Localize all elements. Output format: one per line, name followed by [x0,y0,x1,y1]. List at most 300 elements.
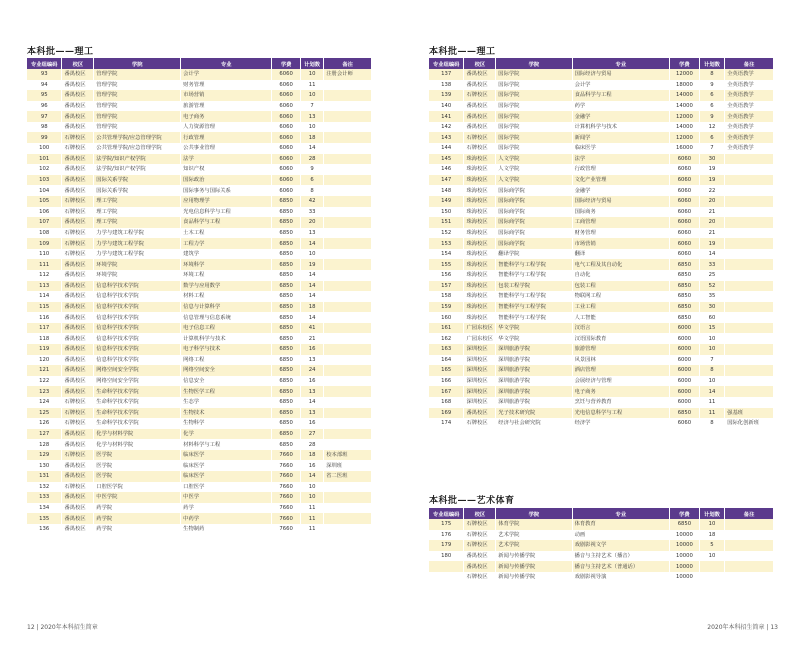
table-cell: 校本部班 [324,450,372,461]
table-cell: 会展经济与管理 [572,376,670,387]
table-cell: 6850 [272,323,301,334]
table-cell: 全英语教学 [725,132,774,143]
table-cell: 168 [429,397,464,408]
table-cell: 28 [300,154,323,165]
column-header: 专业 [181,58,272,69]
table-cell [324,101,372,112]
table-cell: 理工学院 [94,196,181,207]
table-cell: 136 [27,524,62,535]
table-cell: 30 [699,154,724,165]
table-cell: 市场营销 [572,238,670,249]
table-cell: 番禺校区 [464,551,496,562]
table-cell: 13 [300,228,323,239]
table-row [27,132,372,143]
table-cell: 国际商学院 [496,238,572,249]
table-cell: 35 [699,291,724,302]
table-cell [725,572,774,583]
table-cell: 11 [300,503,323,514]
table-cell: 6850 [272,333,301,344]
table-cell: 番禺校区 [62,270,94,281]
table-cell [725,291,774,302]
table-cell: 信息科学技术学院 [94,323,181,334]
table-cell: 药学 [572,101,670,112]
table-cell [725,344,774,355]
table-cell: 6060 [670,185,700,196]
table-cell: 10 [699,519,724,530]
table-row [27,312,372,323]
table-cell: 番禺校区 [62,492,94,503]
table-row [27,143,372,154]
table-cell: 6000 [670,344,700,355]
table-cell: 食品科学与工程 [181,217,272,228]
table-cell [725,164,774,175]
table-cell: 6850 [272,429,301,440]
table-cell: 6060 [670,175,700,186]
table-cell: 18 [300,450,323,461]
table-cell: 10000 [670,530,700,541]
column-header: 学院 [496,508,572,519]
table-cell [324,185,372,196]
table-cell: 143 [429,132,464,143]
table-cell: 6060 [272,101,301,112]
table-cell: 104 [27,185,62,196]
table-cell: 22 [699,185,724,196]
table-cell: 9 [699,80,724,91]
table-cell: 理工学院 [94,217,181,228]
table-cell: 19 [699,238,724,249]
table-cell: 体育学院 [496,519,572,530]
table-cell: 番禺校区 [62,333,94,344]
table-cell [725,270,774,281]
left-table-header [27,58,372,69]
table-row [429,386,774,397]
table-cell: 珠海校区 [464,249,496,260]
table-cell: 6060 [670,164,700,175]
table-cell: 6000 [670,355,700,366]
table-cell: 生物医学工程 [181,386,272,397]
table-cell: 临床医学 [181,471,272,482]
table-row [27,492,372,503]
table-cell: 深圳旅游学院 [496,386,572,397]
table-cell: 物联网工程 [572,291,670,302]
table-cell: 14 [300,291,323,302]
left-footer: 12 | 2020年本科招生简章 [27,624,98,631]
table-row [27,524,372,535]
table-cell: 信息科学技术学院 [94,302,181,313]
table-cell [725,196,774,207]
table-cell: 珠海校区 [464,175,496,186]
table-cell: 176 [429,530,464,541]
table-cell: 6850 [272,259,301,270]
art-sports-table [429,508,774,582]
table-cell: 14 [300,397,323,408]
table-cell: 药学 [181,503,272,514]
table-cell: 生命科学技术学院 [94,408,181,419]
table-cell: 番禺校区 [62,503,94,514]
table-cell: 6 [699,132,724,143]
table-cell: 深圳旅游学院 [496,355,572,366]
table-row [429,122,774,133]
table-cell: 珠海校区 [464,196,496,207]
table-cell: 番禺校区 [62,312,94,323]
table-cell: 174 [429,418,464,429]
table-cell: 口腔医学院 [94,482,181,493]
table-cell: 国际商学院 [496,196,572,207]
table-cell: 11 [699,408,724,419]
table-cell: 工业工程 [572,302,670,313]
table-cell: 药学院 [94,513,181,524]
table-row [27,217,372,228]
table-cell: 工程力学 [181,238,272,249]
table-cell [324,154,372,165]
table-cell: 网络空间安全学院 [94,365,181,376]
table-cell: 6850 [272,386,301,397]
table-cell: 网络工程 [181,355,272,366]
table-cell: 6850 [670,281,700,292]
table-cell: 131 [27,471,62,482]
table-cell: 珠海校区 [464,291,496,302]
table-cell: 国际学院 [496,80,572,91]
table-cell: 10000 [670,551,700,562]
table-cell: 6850 [272,302,301,313]
table-row [27,376,372,387]
table-cell: 6060 [272,132,301,143]
table-row [27,69,372,80]
table-row [429,207,774,218]
table-cell [324,217,372,228]
table-cell: 96 [27,101,62,112]
table-cell: 土木工程 [181,228,272,239]
table-cell: 建筑学 [181,249,272,260]
table-cell: 6850 [272,281,301,292]
table-cell: 14000 [670,122,700,133]
table-cell: 金融学 [572,111,670,122]
table-cell: 会计学 [181,69,272,80]
table-cell: 148 [429,185,464,196]
table-cell [324,111,372,122]
table-row [429,196,774,207]
table-cell: 6 [699,90,724,101]
table-cell [324,90,372,101]
table-cell [699,572,724,583]
table-cell: 8 [699,418,724,429]
table-cell: 6850 [272,270,301,281]
table-cell: 147 [429,175,464,186]
table-cell [324,207,372,218]
table-cell: 珠海校区 [464,270,496,281]
column-header: 专业 [572,508,670,519]
right-page [400,0,800,651]
table-cell: 华文学院 [496,333,572,344]
table-row [27,418,372,429]
column-header: 专业组编码 [27,58,62,69]
column-header: 校区 [62,58,94,69]
table-cell: 石牌校区 [62,228,94,239]
table-cell [429,572,464,583]
column-header: 计划数 [300,58,323,69]
table-cell: 6850 [272,344,301,355]
column-header: 学费 [670,58,700,69]
table-cell: 129 [27,450,62,461]
table-cell: 16000 [670,143,700,154]
table-cell: 6060 [670,217,700,228]
table-cell [324,164,372,175]
table-cell: 118 [27,333,62,344]
table-cell: 人文学院 [496,175,572,186]
table-cell: 16 [300,344,323,355]
table-cell: 华文学院 [496,323,572,334]
table-cell: 文化产业管理 [572,175,670,186]
table-cell: 番禺校区 [62,164,94,175]
table-cell: 24 [300,365,323,376]
table-cell: 120 [27,355,62,366]
table-cell: 20 [699,217,724,228]
right-section-title: 本科批——理工 [429,47,496,57]
table-cell: 管理学院 [94,90,181,101]
table-cell: 番禺校区 [62,122,94,133]
table-cell: 134 [27,503,62,514]
table-cell: 6850 [272,228,301,239]
table-row [429,164,774,175]
table-cell: 力学与建筑工程学院 [94,228,181,239]
table-cell: 99 [27,132,62,143]
table-cell: 16 [300,460,323,471]
table-cell: 番禺校区 [62,513,94,524]
table-cell: 6060 [670,196,700,207]
table-cell: 6060 [272,154,301,165]
table-cell [324,344,372,355]
table-cell: 20 [300,217,323,228]
table-cell: 10 [699,333,724,344]
table-cell: 药学院 [94,503,181,514]
table-cell: 14 [300,238,323,249]
table-cell: 艺术学院 [496,530,572,541]
table-cell: 6000 [670,397,700,408]
table-cell: 6850 [670,312,700,323]
table-cell [324,302,372,313]
table-cell: 番禺校区 [464,408,496,419]
column-header: 学院 [496,58,572,69]
table-cell: 环境工程 [181,270,272,281]
table-cell: 109 [27,238,62,249]
table-cell: 140 [429,101,464,112]
table-cell [725,323,774,334]
column-header: 校区 [464,508,496,519]
table-cell: 国际商学院 [496,228,572,239]
table-cell: 材料科学与工程 [181,439,272,450]
table-cell: 42 [300,196,323,207]
table-cell: 6060 [670,418,700,429]
table-cell: 6060 [272,80,301,91]
table-cell: 医学院 [94,460,181,471]
table-cell: 156 [429,270,464,281]
table-row [27,333,372,344]
table-cell: 7660 [272,471,301,482]
table-cell: 材料工程 [181,291,272,302]
table-cell: 7660 [272,460,301,471]
table-row [429,259,774,270]
table-cell: 环境学院 [94,270,181,281]
table-cell: 新闻与传播学院 [496,572,572,583]
table-row [27,365,372,376]
table-cell: 6060 [272,175,301,186]
table-row [27,471,372,482]
table-row [27,355,372,366]
table-cell [324,291,372,302]
table-cell: 6060 [670,228,700,239]
table-cell: 力学与建筑工程学院 [94,238,181,249]
table-row [27,154,372,165]
table-cell: 化学 [181,429,272,440]
table-cell: 应用物理学 [181,196,272,207]
table-cell: 10 [699,344,724,355]
table-cell: 番禺校区 [464,101,496,112]
table-cell: 全英语教学 [725,101,774,112]
table-cell: 11 [300,513,323,524]
table-cell: 105 [27,196,62,207]
table-cell: 8 [300,185,323,196]
table-cell: 石牌校区 [464,132,496,143]
table-cell [725,551,774,562]
table-cell: 深圳旅游学院 [496,344,572,355]
table-cell: 6850 [272,207,301,218]
table-cell: 光电信息科学与工程 [181,207,272,218]
table-cell [324,259,372,270]
table-cell: 石牌校区 [62,450,94,461]
table-cell: 14 [300,281,323,292]
table-cell: 160 [429,312,464,323]
table-cell: 法学 [572,154,670,165]
table-cell [725,386,774,397]
table-cell [725,302,774,313]
table-cell: 115 [27,302,62,313]
column-header: 备注 [324,58,372,69]
table-row [27,207,372,218]
table-cell: 市场营销 [181,90,272,101]
table-cell: 116 [27,312,62,323]
right-table-header [429,58,774,69]
table-cell: 10 [699,551,724,562]
table-cell: 石牌校区 [62,238,94,249]
table-cell: 深圳旅游学院 [496,376,572,387]
table-cell [324,386,372,397]
table-row [27,323,372,334]
table-cell: 生命科学技术学院 [94,418,181,429]
table-cell: 7660 [272,503,301,514]
table-cell: 6000 [670,323,700,334]
table-row [429,519,774,530]
table-row [27,482,372,493]
table-cell: 经济学 [572,418,670,429]
table-cell [324,376,372,387]
table-cell: 18 [699,530,724,541]
table-cell: 石牌校区 [464,519,496,530]
table-row [27,175,372,186]
table-cell: 169 [429,408,464,419]
table-cell: 番禺校区 [62,111,94,122]
table-row [27,270,372,281]
table-cell: 临床医学 [181,450,272,461]
table-cell: 临床医学 [181,460,272,471]
table-cell: 注册会计师 [324,69,372,80]
table-cell: 戏剧影视导演 [572,572,670,583]
table-cell: 6060 [670,154,700,165]
table-row [429,69,774,80]
table-cell: 国际学院 [496,101,572,112]
left-section-title: 本科批——理工 [27,47,94,57]
table-cell: 6850 [272,238,301,249]
table-cell: 国际事务与国际关系 [181,185,272,196]
table-cell [324,80,372,91]
table-cell: 药学院 [94,524,181,535]
table-cell: 信息管理与信息系统 [181,312,272,323]
table-cell: 6060 [272,143,301,154]
table-cell: 医学院 [94,450,181,461]
table-cell: 15 [699,323,724,334]
table-row [27,450,372,461]
table-cell [324,249,372,260]
right-section-title-2: 本科批——艺术体育 [429,496,515,506]
table-cell: 电子科学与技术 [181,344,272,355]
table-cell: 41 [300,323,323,334]
table-cell: 16 [300,376,323,387]
table-cell: 金融学 [572,185,670,196]
table-cell: 智能科学与工程学院 [496,291,572,302]
table-cell [725,355,774,366]
table-cell: 94 [27,80,62,91]
table-cell: 114 [27,291,62,302]
table-cell: 161 [429,323,464,334]
table-cell: 公共管理学院/应急管理学院 [94,132,181,143]
table-cell [725,175,774,186]
table-row [429,217,774,228]
table-cell [324,132,372,143]
column-header: 专业组编码 [429,508,464,519]
table-cell: 6 [300,175,323,186]
table-cell: 番禺校区 [62,460,94,471]
table-cell: 深圳校区 [464,344,496,355]
table-cell: 149 [429,196,464,207]
table-cell: 6060 [272,90,301,101]
table-cell: 包装工程 [572,281,670,292]
table-cell: 14000 [670,90,700,101]
table-row [27,281,372,292]
table-cell: 汉语言 [572,323,670,334]
table-cell: 10 [300,122,323,133]
table-cell: 国际经济与贸易 [572,196,670,207]
table-cell [725,207,774,218]
table-cell: 石牌校区 [464,540,496,551]
table-cell: 法学 [181,154,272,165]
table-cell: 6850 [670,302,700,313]
table-cell: 珠海校区 [464,238,496,249]
table-cell: 150 [429,207,464,218]
table-cell: 理工学院 [94,207,181,218]
table-cell: 国际学院 [496,111,572,122]
table-cell: 122 [27,376,62,387]
table-cell: 10000 [670,540,700,551]
table-cell: 6850 [272,249,301,260]
table-cell: 国际学院 [496,132,572,143]
table-row [429,238,774,249]
table-cell: 125 [27,408,62,419]
table-row [27,164,372,175]
table-cell [725,397,774,408]
table-cell: 国际学院 [496,90,572,101]
table-cell: 艺术学院 [496,540,572,551]
table-cell: 国际关系学院 [94,175,181,186]
table-cell: 13 [300,355,323,366]
